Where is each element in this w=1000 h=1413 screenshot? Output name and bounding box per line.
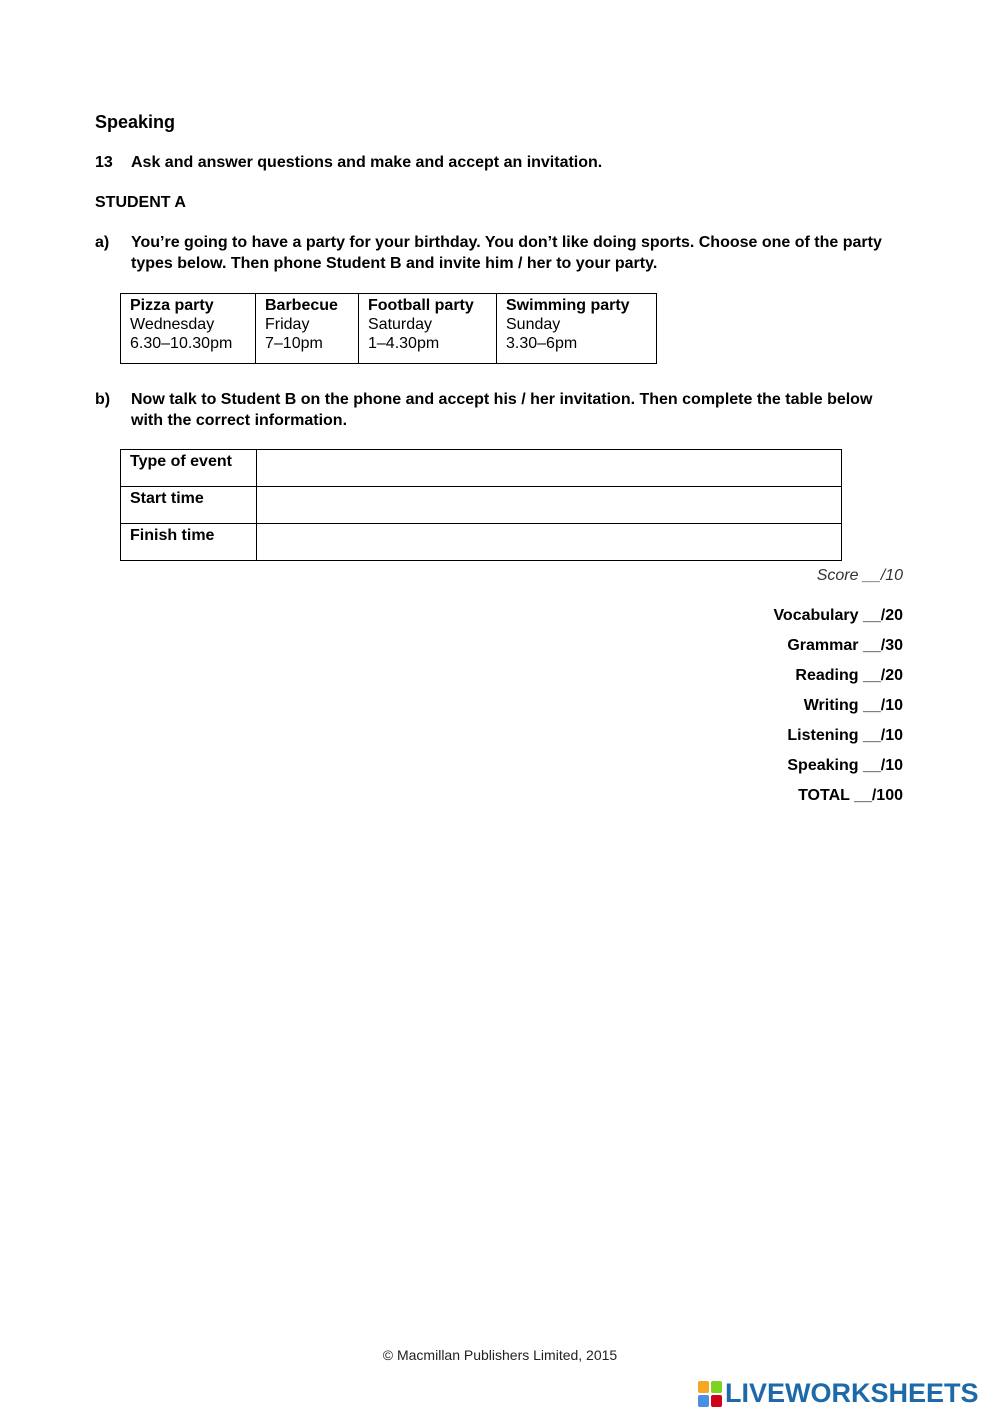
score-total: TOTAL __/100 [798, 787, 903, 804]
brand-name: LIVEWORKSHEETS [725, 1378, 979, 1408]
party-option-pizza [121, 294, 256, 364]
event-info-table [120, 449, 842, 561]
row-label-start-time: Start time [121, 487, 257, 524]
score-speaking: Speaking __/10 [787, 757, 903, 774]
student-label: STUDENT A [95, 194, 186, 211]
liveworksheets-icon [698, 1381, 722, 1407]
question-text: Ask and answer questions and make and accept an invitation. [131, 154, 603, 171]
party-options-table [120, 293, 657, 364]
party-day: Sunday [506, 316, 561, 333]
section-score: Score __/10 [816, 567, 903, 584]
item-b [95, 389, 891, 431]
party-title: Swimming party [506, 297, 630, 314]
party-day: Wednesday [130, 316, 215, 333]
copyright-notice: © Macmillan Publishers Limited, 2015 [382, 1347, 618, 1363]
item-a-text: You’re going to have a party for your birthday. You don’t like doing sports. Choose one of the party types below. Then phone Student B and invite him / her to your party. [131, 234, 882, 272]
item-a [95, 232, 891, 274]
table-row [121, 524, 842, 561]
icon-square [698, 1395, 709, 1407]
party-time: 6.30–10.30pm [130, 335, 233, 352]
party-option-barbecue [256, 294, 359, 364]
finish-time-answer-field[interactable] [257, 524, 842, 561]
item-a-letter: a) [95, 234, 110, 251]
party-title: Pizza party [130, 297, 214, 314]
icon-square [711, 1381, 722, 1393]
table-row [121, 487, 842, 524]
icon-square [711, 1395, 722, 1407]
score-grammar: Grammar __/30 [787, 637, 903, 654]
party-time: 1–4.30pm [368, 335, 440, 352]
icon-square [698, 1381, 709, 1393]
item-b-text: Now talk to Student B on the phone and accept his / her invitation. Then complete the table below with the correct information. [131, 391, 873, 429]
row-label-type-of-event: Type of event [121, 450, 257, 487]
score-listening: Listening __/10 [787, 727, 903, 744]
question-number: 13 [95, 154, 113, 171]
brand-logo [698, 1378, 979, 1409]
section-title: Speaking [95, 112, 176, 132]
table-row [121, 450, 842, 487]
party-day: Saturday [368, 316, 433, 333]
party-title: Football party [368, 297, 474, 314]
party-time: 3.30–6pm [506, 335, 578, 352]
item-b-letter: b) [95, 391, 111, 408]
party-day: Friday [265, 316, 310, 333]
type-of-event-answer-field[interactable] [257, 450, 842, 487]
start-time-answer-field[interactable] [257, 487, 842, 524]
party-option-swimming [497, 294, 657, 364]
row-label-finish-time: Finish time [121, 524, 257, 561]
party-option-football [359, 294, 497, 364]
party-title: Barbecue [265, 297, 338, 314]
question-13 [95, 154, 602, 172]
party-time: 7–10pm [265, 335, 323, 352]
score-writing: Writing __/10 [803, 697, 903, 714]
score-reading: Reading __/20 [795, 667, 903, 684]
score-vocabulary: Vocabulary __/20 [773, 607, 903, 624]
score-totals [773, 606, 903, 816]
